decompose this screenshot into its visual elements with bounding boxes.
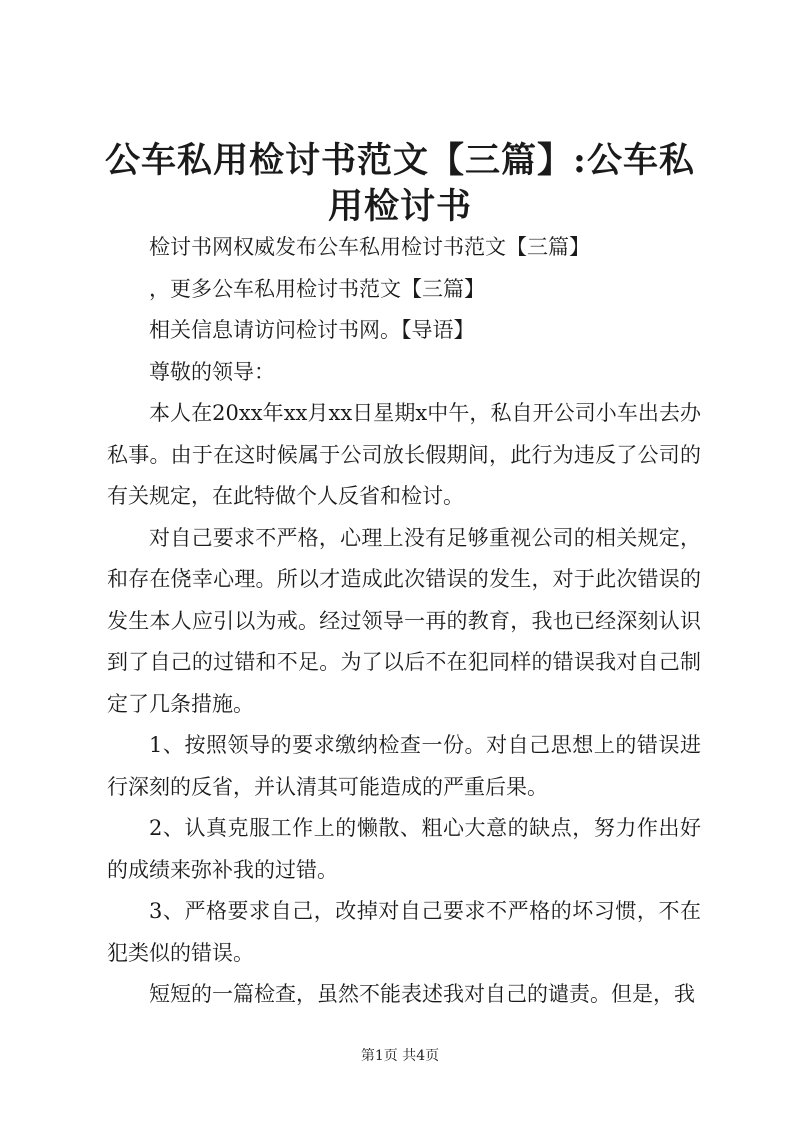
page-number: 第1页 共4页 (360, 1048, 440, 1064)
paragraph-intro-1: 检讨书网权威发布公车私用检讨书范文【三篇】 (149, 235, 590, 259)
paragraph-reflection: 对自己要求不严格，心理上没有足够重视公司的相关规定，和存在侥幸心理。所以才造成此次错误的发生，对于此次错误的发生本人应引以为戒。经过领导一再的教育，我也已经深刻认识到了自己的过错和不足。为了以后不在犯同样的错误我对自己制定了几条措施。 (107, 525, 701, 716)
paragraph-closing: 短短的一篇检查，虽然不能表述我对自己的谴责。但是，我 (149, 982, 695, 1006)
paragraph-measure-3: 3、严格要求自己，改掉对自己要求不严格的坏习惯，不在犯类似的错误。 (107, 899, 701, 965)
paragraph-measure-2: 2、认真克服工作上的懒散、粗心大意的缺点，努力作出好的成绩来弥补我的过错。 (107, 816, 701, 882)
document-title: 公车私用检讨书范文【三篇】:公车私用检讨书 (105, 140, 695, 227)
paragraph-intro-2: ，更多公车私用检讨书范文【三篇】 (149, 276, 485, 301)
document-body (107, 227, 701, 1016)
paragraph-incident: 本人在20xx年xx月xx日星期x中午，私自开公司小车出去办私事。由于在这时候属于公司放长假期间，此行为违反了公司的有关规定，在此特做个人反省和检讨。 (107, 401, 701, 508)
paragraph-intro-3: 相关信息请访问检讨书网。【导语】 (149, 318, 475, 342)
paragraph-salutation: 尊敬的领导： (149, 359, 275, 384)
paragraph-measure-1: 1、按照领导的要求缴纳检查一份。对自己思想上的错误进行深刻的反省，并认清其可能造成的严重后果。 (107, 733, 701, 799)
